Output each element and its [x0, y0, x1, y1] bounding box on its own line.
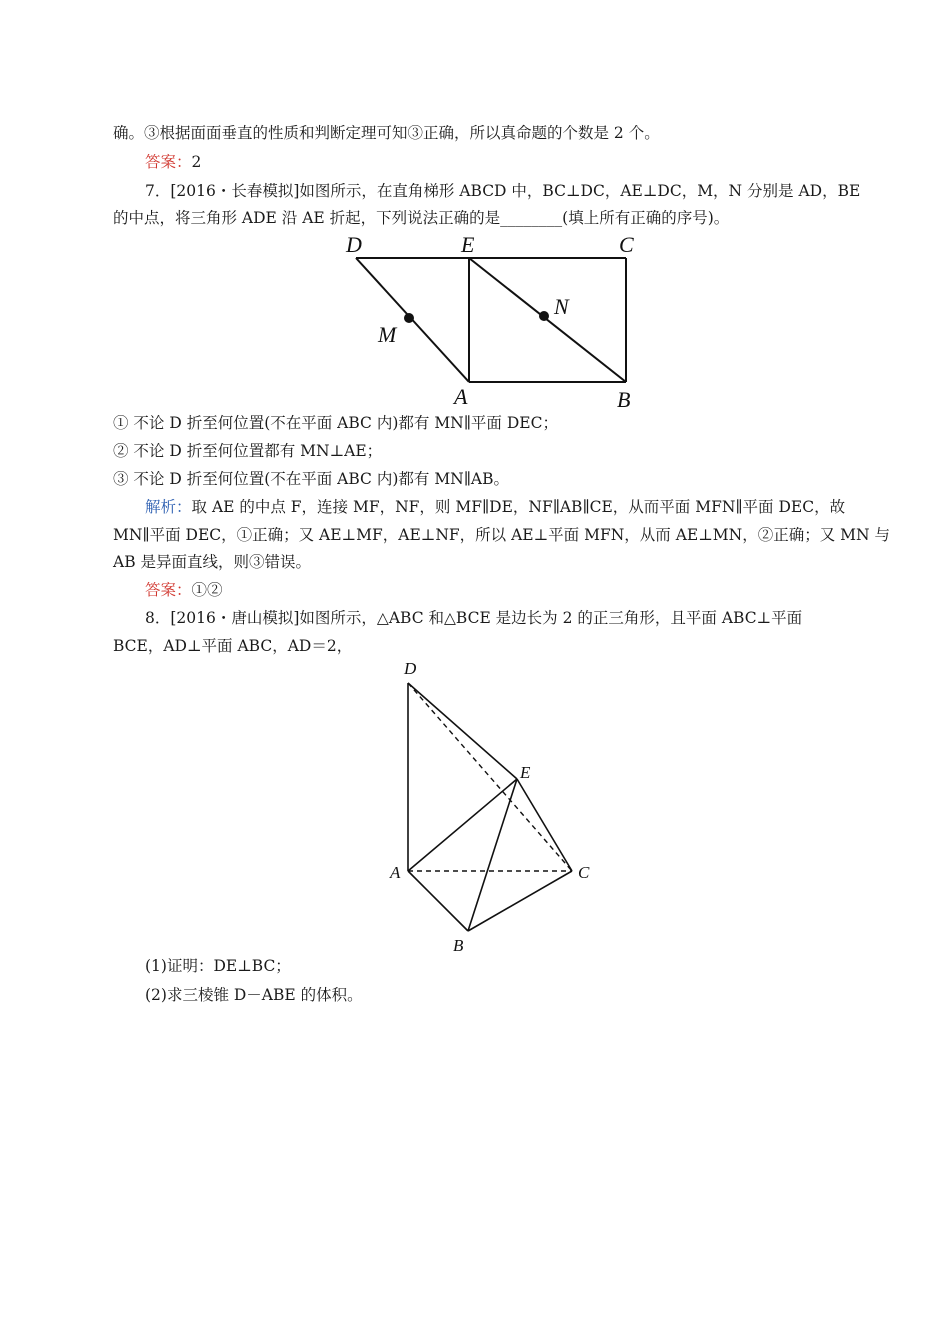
label-C: C	[578, 863, 590, 882]
solution-line-2: MN∥平面 DEC，①正确；又 AE⊥MF，AE⊥NF，所以 AE⊥平面 MFN，从而 AE⊥MN，②正确；又 MN 与	[113, 526, 891, 544]
question-8-line-1: 8．[2016・唐山模拟]如图所示，△ABC 和△BCE 是边长为 2 的正三角形，且平面 ABC⊥平面	[145, 609, 803, 627]
edge-AB	[408, 871, 468, 931]
edge-DC-hidden	[408, 683, 572, 871]
edge-BC	[468, 871, 572, 931]
segment-EB	[469, 258, 626, 382]
answer-2	[145, 580, 870, 600]
figure-pyramid	[385, 655, 600, 960]
figure-trapezoid	[340, 230, 660, 415]
point-N	[539, 311, 549, 321]
option-2: ② 不论 D 折至何位置都有 MN⊥AE；	[113, 442, 383, 460]
question-8-line-2: BCE，AD⊥平面 ABC，AD＝2，	[113, 637, 353, 655]
label-E: E	[520, 763, 531, 782]
option-3: ③ 不论 D 折至何位置(不在平面 ABC 内)都有 MN∥AB。	[113, 470, 509, 488]
point-M	[404, 313, 414, 323]
edge-BE	[468, 779, 517, 931]
question-7-line-2: 的中点，将三角形 ADE 沿 AE 折起，下列说法正确的是________(填上所有正确的序号)。	[113, 209, 730, 227]
label-A: A	[390, 863, 401, 882]
question-8-part-2: (2)求三棱锥 D－ABE 的体积。	[145, 986, 363, 1004]
answer-1	[145, 152, 870, 172]
answer-value: 2	[191, 153, 202, 171]
solution-line-3: AB 是异面直线，则③错误。	[113, 553, 312, 571]
label-E: E	[461, 232, 475, 257]
solution-text-1: 取 AE 的中点 F，连接 MF，NF，则 MF∥DE，NF∥AB∥CE，从而平面 MFN∥平面 DEC，故	[191, 498, 846, 516]
edge-DE	[408, 683, 517, 779]
label-M: M	[378, 322, 397, 347]
question-8-part-1: (1)证明：DE⊥BC；	[145, 957, 291, 975]
question-7-line-1: 7．[2016・长春模拟]如图所示，在直角梯形 ABCD 中，BC⊥DC，AE⊥DC，M，N 分别是 AD，BE	[145, 182, 861, 200]
edge-AE	[408, 779, 517, 871]
label-D: D	[404, 659, 417, 678]
label-C: C	[619, 232, 634, 257]
label-N: N	[554, 294, 569, 319]
edge-EC	[517, 779, 572, 871]
label-A: A	[454, 384, 468, 409]
label-B: B	[617, 387, 631, 412]
label-D: D	[346, 232, 362, 257]
answer-label: 答案：	[145, 581, 192, 599]
solution-label: 解析：	[145, 498, 192, 516]
answer-label: 答案：	[145, 153, 192, 171]
solution-line-1	[145, 497, 846, 517]
option-1: ① 不论 D 折至何位置(不在平面 ABC 内)都有 MN∥平面 DEC；	[113, 414, 558, 432]
answer-value: ①②	[191, 581, 223, 599]
line-conclusion: 确。③根据面面垂直的性质和判断定理可知③正确，所以真命题的个数是 2 个。	[113, 124, 660, 142]
label-B: B	[453, 936, 464, 955]
